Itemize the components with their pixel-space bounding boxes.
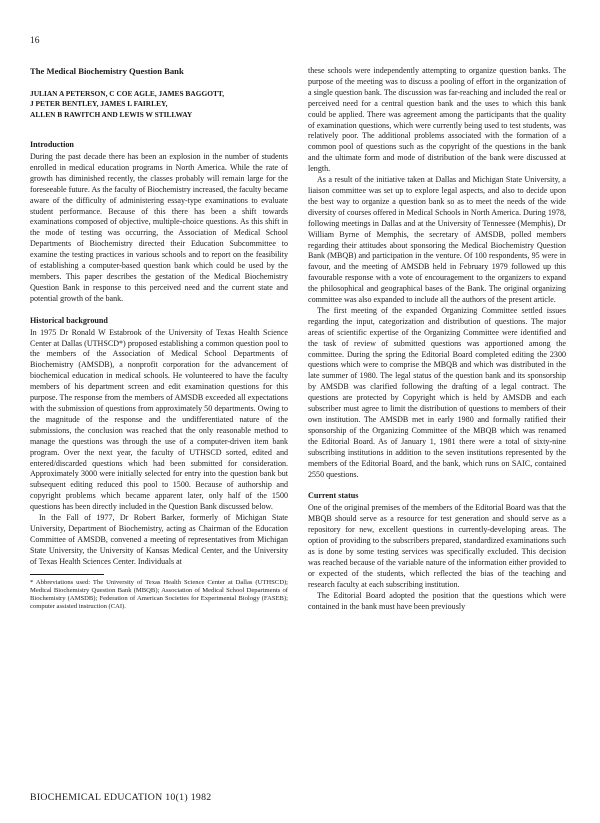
author-list: [30, 89, 288, 120]
author-line: JULIAN A PETERSON, C COE AGLE, JAMES BAGGOTT,: [30, 88, 225, 98]
body-paragraph: The first meeting of the expanded Organizing Committee settled issues regarding the input, categorization and distribution of questions. The major areas of scientific expertise of the Organizing Committee were identified and the task of review of submitted questions was apportioned among the committee. During the spring the Editorial Board completed editing the 2300 questions which were to comprise the MBQB and which was distributed in the late summer of 1980. The legal status of the question bank and its sponsorship by AMSDB was clarified following the drafting of a legal contract. The questions are protected by Copyright which is held by AMSDB and each subscriber must agree to limit the distribution of questions to members of their own institution. The AMSDB met in early 1980 and formally ratified their sponsorship of the Organizing Committee of the MBQB which was renamed the Editorial Board. As of January 1, 1981 there were a total of sixty-nine subscribing institutions in addition to the seven institutions represented by the members of the Editorial Board, and the bank, which runs on SAIC, contained 2550 questions.: [308, 305, 566, 479]
journal-footer: BIOCHEMICAL EDUCATION 10(1) 1982: [30, 792, 212, 803]
author-line: J PETER BENTLEY, JAMES L FAIRLEY,: [30, 99, 168, 109]
body-paragraph: The Editorial Board adopted the position that the questions which were contained in the bank must have been previously: [308, 590, 566, 611]
left-column: [30, 66, 288, 611]
body-paragraph: One of the original premises of the members of the Editorial Board was that the MBQB should serve as a resource for test generation and should serve as a repository for new, excellent questions in currently-developing areas. The option of providing to the subscribers prepared, standardized examinations such as is done by some testing services was specifically excluded. This decision was reached because of the variable nature of the information either provided to or expected of the students, which reflected the bias of the teaching and research faculty at each subscribing institution.: [308, 503, 566, 589]
page-number: 16: [30, 36, 40, 46]
body-paragraph: In the Fall of 1977, Dr Robert Barker, formerly of Michigan State University, Department of Biochemistry, acting as Chairman of the Education Committee of AMSDB, convened a meeting of representatives from Michigan State University, the University of Kansas Medical Center, and the University of Texas Health Sciences Center. Individuals at: [30, 513, 288, 566]
footnote-rule: [30, 574, 104, 575]
article-title: The Medical Biochemistry Question Bank: [30, 66, 184, 76]
historical-background-heading: Historical background: [30, 315, 108, 325]
abbreviations-footnote: * Abbreviations used: The University of Texas Health Science Center at Dallas (UTHSCD); Medical Biochemistry Question Bank (MBQB); Association of Medical School Departments of Biochemistry (AMSDB); Federation of American Societies for Experimental Biology (FASEB); computer assisted instruction (CAI).: [30, 578, 288, 611]
author-line: ALLEN B RAWITCH AND LEWIS W STILLWAY: [30, 109, 193, 119]
body-paragraph: In 1975 Dr Ronald W Estabrook of the University of Texas Health Science Center at Dallas (UTHSCD*) proposed establishing a common question pool to the members of the Association of Medical School Departments of Biochemistry (AMSDB), a nonprofit corporation for the advancement of biochemical education in medical schools. He volunteered to have the faculty members of his department screen and edit examination questions for this purpose. The response from the members of AMSDB exceeded all expectations with the submission of questions from approximately 50 departments. Owing to the magnitude of the response and the undifferentiated nature of the submissions, the conclusion was reached that the only reasonable method to manage the questions was through the use of a computer-driven item bank program. Over the next year, the faculty of UTHSCD sorted, edited and entered/discarded questions which had been submitted for consideration. Approximately 3000 were initially selected for entry into the question bank but subsequent editing reduced this pool to 1500. Because of authorship and copyright problems which became apparent later, only half of the 1500 questions has been directly included in the Question Bank discussed below.: [30, 327, 288, 512]
introduction-heading: Introduction: [30, 140, 74, 150]
body-paragraph: During the past decade there has been an explosion in the number of students enrolled in medical education programs in North America. While the rate of growth has diminished recently, the classes probably will remain large for the foreseeable future. As the faculty of Biochemistry increased, the faculty became aware of the difficulty of administering essay-type examinations to evaluate student performance. Because of this there has been a shift towards examinations composed of objective, multiple-choice questions. As this shift in the mode of testing was occurring, the Association of Medical School Departments of Biochemistry directed their Education Subcommittee to examine the testing practices in various schools and to report on the feasibility of establishing a computer-based question bank which could be used by the members. This paper describes the gestation of the Medical Biochemistry Question Bank in response to this perceived need and the current state and potential growth of the bank.: [30, 152, 288, 303]
body-paragraph: As a result of the initiative taken at Dallas and Michigan State University, a liaison committee was set up to explore legal aspects, and also to decide upon the best way to organize a question bank so as to meet the needs of the wide diversity of courses offered in Medical Schools in North America. During 1978, following meetings in Dallas and at the University of Tennessee (Memphis), Dr William Byrne of Memphis, the secretary of AMSDB, polled members regarding their attitudes about sponsoring the Medical Biochemistry Question Bank (MBQB) and participation in the venture. Of 100 respondents, 95 were in favour, and the meeting of AMSDB held in February 1979 followed up this favourable response with a vote of encouragement to the organizers to expand the philosophical and geographical bases of the Bank. The original organizing committee was also expanded to include all the authors of the present article.: [308, 175, 566, 305]
body-paragraph: these schools were independently attempting to organize question banks. The purpose of the meeting was to discuss a pooling of effort in the organization of a single question bank. The discussion was far-reaching and included the real or perceived need for a central question bank and the uses to which this bank could be applied. There was agreement among the participants that the quality of examination questions, which were currently being used to test students, was relatively poor. The additional problems associated with the formation of a common pool of questions such as the copyright of the questions in the bank and the ultimate form and mode of distribution of the bank were discussed at length.: [308, 66, 566, 174]
current-status-heading: Current status: [308, 491, 359, 501]
right-column: [308, 66, 566, 612]
